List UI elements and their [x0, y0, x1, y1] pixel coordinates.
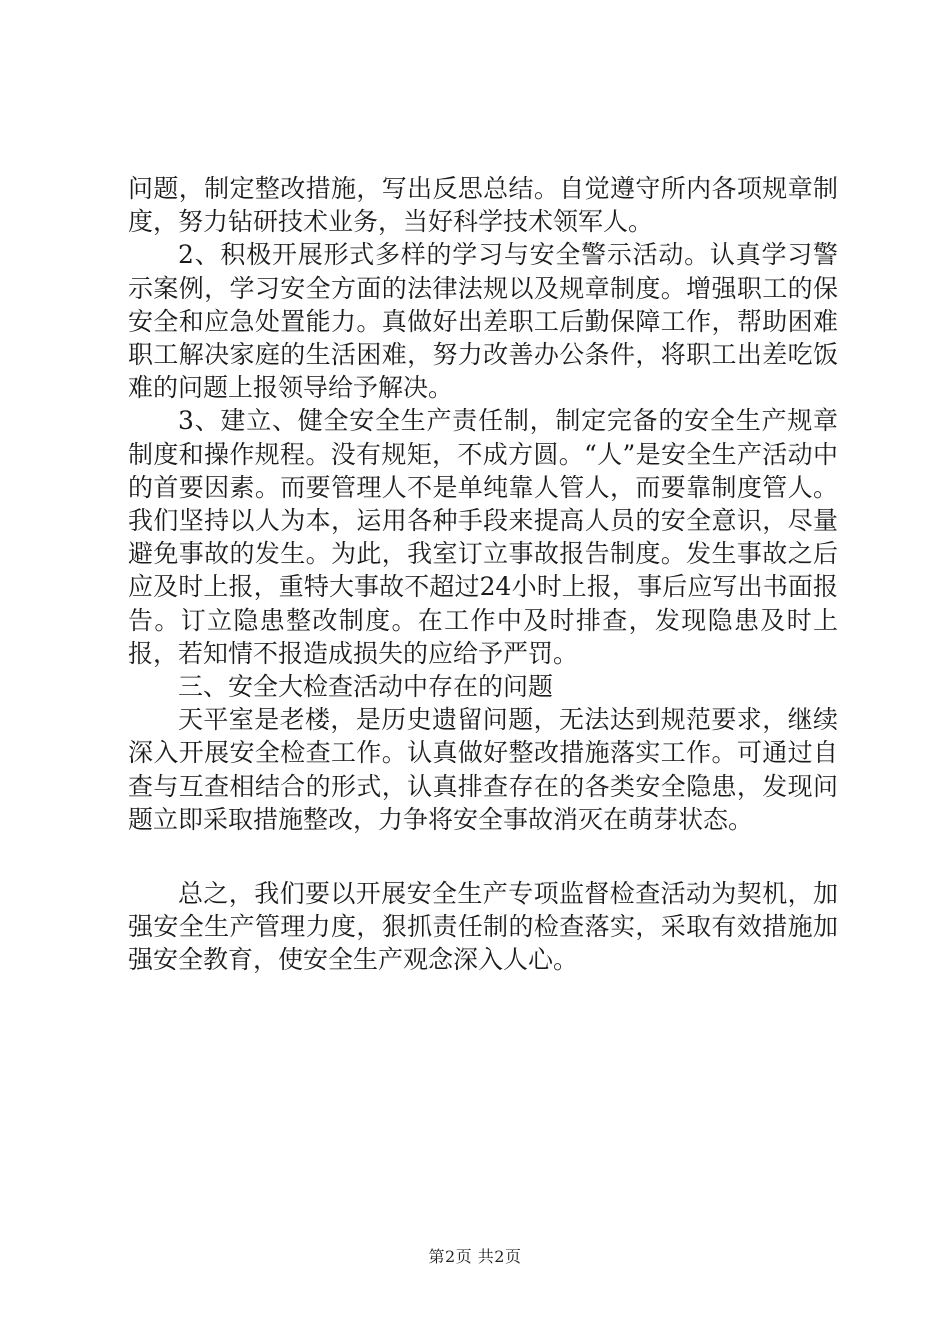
paragraph-item-2: 2、积极开展形式多样的学习与安全警示活动。认真学习警示案例，学习安全方面的法律法规以及规章制度。增强职工的保安全和应急处置能力。真做好出差职工后勤保障工作，帮助困难职工解决家庭的生活困难，努力改善办公条件，将职工出差吃饭难的问题上报领导给予解决。 — [128, 240, 838, 403]
paragraph-spacer — [128, 836, 838, 877]
paragraph-continuation: 问题，制定整改措施，写出反思总结。自觉遵守所内各项规章制度，努力钻研技术业务，当好科学技术领军人。 — [128, 174, 838, 237]
page-number-footer: 第2页 共2页 — [428, 1247, 522, 1266]
section-heading-3: 三、安全大检查活动中存在的问题 — [178, 672, 554, 702]
paragraph-section-3-body: 天平室是老楼，是历史遗留问题，无法达到规范要求，继续深入开展安全检查工作。认真做好整改措施落实工作。可通过自查与互查相结合的形式，认真排查存在的各类安全隐患，发现问题立即采取措施整改，力争将安全事故消灭在萌芽状态。 — [128, 705, 838, 834]
document-body — [128, 172, 838, 977]
paragraph-item-3: 3、建立、健全安全生产责任制，制定完备的安全生产规章制度和操作规程。没有规矩，不成方圆。“人”是安全生产活动中的首要因素。而要管理人不是单纯靠人管人，而要靠制度管人。我们坚持以人为本，运用各种手段来提高人员的安全意识，尽量避免事故的发生。为此，我室订立事故报告制度。发生事故之后应及时上报，重特大事故不超过24小时上报，事后应写出书面报告。订立隐患整改制度。在工作中及时排查，发现隐患及时上报，若知情不报造成损失的应给予严罚。 — [128, 406, 838, 668]
paragraph-conclusion: 总之，我们要以开展安全生产专项监督检查活动为契机，加强安全生产管理力度，狠抓责任制的检查落实，采取有效措施加强安全教育，使安全生产观念深入人心。 — [128, 879, 838, 975]
